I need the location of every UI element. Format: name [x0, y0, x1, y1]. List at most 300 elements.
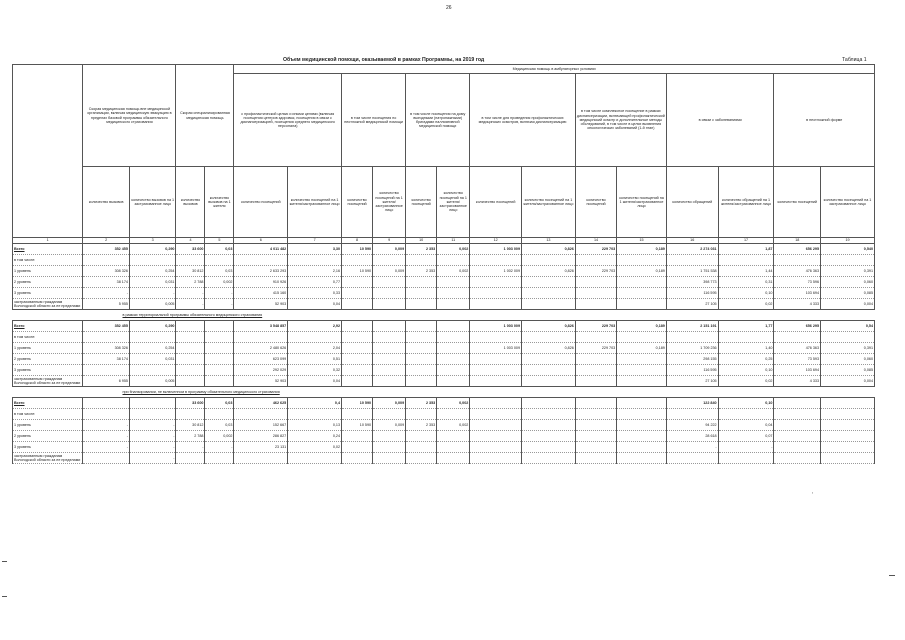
- table-cell: 0,085: [821, 288, 875, 299]
- table-cell: [575, 398, 616, 409]
- table-cell: [373, 255, 406, 266]
- table-cell: 30 812: [176, 420, 205, 431]
- table-cell: [176, 321, 205, 332]
- table-cell: 27 105: [666, 299, 718, 310]
- table-cell: [83, 409, 130, 420]
- table-cell: [373, 354, 406, 365]
- table-cell: [522, 453, 576, 464]
- table-cell: [373, 277, 406, 288]
- table-cell: 1 709 236: [666, 343, 718, 354]
- table-cell: [522, 299, 576, 310]
- table-cell: [522, 354, 576, 365]
- table-cell: 0,060: [821, 277, 875, 288]
- table-cell: 0,4: [288, 398, 342, 409]
- table-cell: [718, 409, 774, 420]
- table-cell: 5 955: [83, 299, 130, 310]
- table-cell: [342, 365, 373, 376]
- margin-mark: ,: [812, 489, 814, 495]
- column-number: 5: [205, 238, 234, 244]
- table-cell: [666, 332, 718, 343]
- table-cell: 0,03: [205, 420, 234, 431]
- table-cell: [234, 332, 288, 343]
- table-row: [13, 255, 875, 266]
- column-number: 10: [406, 238, 437, 244]
- table-cell: [470, 299, 522, 310]
- subheader: количество посещений на 1 застрахованное лицо: [821, 167, 875, 238]
- table-cell: 0,10: [718, 365, 774, 376]
- header-home: в том числе посещения на дому выездными (патронажными) бригадами паллиативной медицинской помощи: [406, 74, 470, 167]
- column-number: 8: [342, 238, 373, 244]
- table-cell: 298 155: [666, 354, 718, 365]
- table-cell: [176, 365, 205, 376]
- subheader: количество вызовов на 1 застрахованное лицо: [129, 167, 176, 238]
- table-cell: 1 002 009: [470, 266, 522, 277]
- table-cell: 1 003 009: [470, 343, 522, 354]
- table-cell: 398 773: [666, 277, 718, 288]
- table-cell: [522, 409, 576, 420]
- subheader: количество посещений на 1 жителя/застрахованное лицо: [437, 167, 470, 238]
- header-prof: с профилактической целью и иными целями (включая посещения центров здоровья, посещения в связи с диспансеризацией, посещения среднего медицинского персонала): [234, 74, 342, 167]
- table-cell: [342, 409, 373, 420]
- table-cell: [406, 288, 437, 299]
- table-cell: [406, 409, 437, 420]
- table-cell: 0,002: [437, 398, 470, 409]
- table-cell: -: [718, 442, 774, 453]
- table-body: [13, 244, 875, 464]
- header-special: Скорая специализированная медицинская помощь: [176, 65, 234, 167]
- table-cell: 0,031: [129, 354, 176, 365]
- table-cell: [129, 365, 176, 376]
- table-cell: [575, 354, 616, 365]
- table-cell: 0,005: [129, 376, 176, 387]
- table-cell: [821, 442, 875, 453]
- table-cell: -: [176, 288, 205, 299]
- table-cell: 94 222: [666, 420, 718, 431]
- row-label: 1 уровень: [13, 266, 83, 277]
- subheader: количество посещений на 1 жителя/застрахованное лицо: [288, 167, 342, 238]
- table-cell: [205, 453, 234, 464]
- table-cell: 116 595: [666, 365, 718, 376]
- table-row: [13, 332, 875, 343]
- table-cell: [406, 442, 437, 453]
- margin-mark: [889, 575, 895, 576]
- table-cell: [575, 420, 616, 431]
- table-cell: 2 480 626: [234, 343, 288, 354]
- table-cell: 0,02: [288, 442, 342, 453]
- table-row: [13, 409, 875, 420]
- table-row: [13, 431, 875, 442]
- row-label: 3 уровень: [13, 365, 83, 376]
- table-cell: -: [129, 453, 176, 464]
- row-label: 3 уровень: [13, 288, 83, 299]
- table-cell: [437, 431, 470, 442]
- table-cell: 2,04: [288, 343, 342, 354]
- table-cell: [373, 453, 406, 464]
- table-cell: [205, 255, 234, 266]
- table-cell: -: [83, 420, 130, 431]
- table-cell: [821, 409, 875, 420]
- table-cell: [522, 376, 576, 387]
- table-cell: [205, 409, 234, 420]
- table-cell: [774, 255, 821, 266]
- column-number: 4: [176, 238, 205, 244]
- row-label: в том числе:: [13, 255, 83, 266]
- table-cell: 28 618: [666, 431, 718, 442]
- table-cell: [617, 354, 667, 365]
- table-cell: [617, 255, 667, 266]
- table-cell: 2 788: [176, 277, 205, 288]
- table-cell: 0,04: [288, 299, 342, 310]
- table-cell: 0,009: [373, 420, 406, 431]
- table-cell: [176, 409, 205, 420]
- table-cell: 0,290: [129, 244, 176, 255]
- table-cell: [774, 398, 821, 409]
- table-cell: 656 295: [774, 244, 821, 255]
- table-cell: 0,009: [373, 244, 406, 255]
- table-cell: 0,25: [718, 354, 774, 365]
- table-cell: 1,40: [718, 343, 774, 354]
- table-cell: [522, 398, 576, 409]
- table-cell: [774, 409, 821, 420]
- margin-mark: [2, 561, 7, 562]
- table-cell: [342, 453, 373, 464]
- table-cell: 0,03: [205, 266, 234, 277]
- table-cell: 229 703: [575, 244, 616, 255]
- table-cell: 116 595: [666, 288, 718, 299]
- table-cell: [718, 332, 774, 343]
- table-cell: [342, 332, 373, 343]
- column-number: 12: [470, 238, 522, 244]
- table-cell: 0,189: [617, 343, 667, 354]
- table-cell: 352 455: [83, 321, 130, 332]
- column-number: 7: [288, 238, 342, 244]
- table-cell: [575, 376, 616, 387]
- subheader: количество посещений: [234, 167, 288, 238]
- table-cell: [406, 343, 437, 354]
- table-cell: [437, 343, 470, 354]
- table-cell: [205, 354, 234, 365]
- table-cell: 229 703: [575, 321, 616, 332]
- table-cell: 3 548 857: [234, 321, 288, 332]
- table-cell: [575, 255, 616, 266]
- table-cell: [575, 288, 616, 299]
- table-cell: 27 105: [666, 376, 718, 387]
- table-cell: [470, 365, 522, 376]
- table-cell: [205, 365, 234, 376]
- table-cell: [575, 332, 616, 343]
- row-label: 1 уровень: [13, 343, 83, 354]
- table-cell: [821, 420, 875, 431]
- table-cell: 0,254: [129, 266, 176, 277]
- table-cell: -: [129, 420, 176, 431]
- table-cell: 3,30: [288, 244, 342, 255]
- table-cell: -: [205, 288, 234, 299]
- table-cell: 0,32: [288, 365, 342, 376]
- table-cell: 2 788: [176, 431, 205, 442]
- table-cell: 103 694: [774, 288, 821, 299]
- table-cell: [522, 288, 576, 299]
- subheader: количество посещений: [774, 167, 821, 238]
- table-cell: 2 274 031: [666, 244, 718, 255]
- table-cell: [288, 332, 342, 343]
- table-cell: 0,254: [129, 343, 176, 354]
- subheader: количество посещений на 1 жителя/застрахованное лицо: [617, 167, 667, 238]
- table-cell: 0,002: [205, 277, 234, 288]
- table-cell: 4 333: [774, 376, 821, 387]
- table-cell: 0,391: [821, 266, 875, 277]
- column-number: 9: [373, 238, 406, 244]
- table-cell: 0,77: [288, 277, 342, 288]
- table-cell: 152 667: [234, 420, 288, 431]
- table-cell: [342, 442, 373, 453]
- row-label: в том числе:: [13, 332, 83, 343]
- table-cell: [373, 409, 406, 420]
- table-cell: [437, 409, 470, 420]
- table-row: [13, 453, 875, 464]
- table-cell: [617, 398, 667, 409]
- row-label: 2 уровень: [13, 354, 83, 365]
- row-label: Всего: [13, 244, 83, 255]
- table-cell: [437, 277, 470, 288]
- table-cell: 0,391: [821, 343, 875, 354]
- table-cell: 4 333: [774, 299, 821, 310]
- table-cell: 656 295: [774, 321, 821, 332]
- table-cell: [129, 398, 176, 409]
- table-cell: 308 326: [83, 266, 130, 277]
- subheader: количество вызовов: [83, 167, 130, 238]
- table-row: [13, 277, 875, 288]
- table-cell: -: [83, 431, 130, 442]
- table-header: [13, 65, 875, 244]
- table-cell: 0,24: [288, 431, 342, 442]
- table-cell: [176, 332, 205, 343]
- table-cell: -: [205, 442, 234, 453]
- table-cell: -: [205, 299, 234, 310]
- table-cell: [406, 376, 437, 387]
- header-complex: в том числе комплексное посещение в рамках диспансеризации, включающей профилактический медицинский осмотр и дополнительные методы обследований, в том числе в целях выявления онкологических заболеваний (1-й этап): [575, 74, 666, 167]
- table-cell: [774, 442, 821, 453]
- table-cell: 292 029: [234, 365, 288, 376]
- table-cell: [176, 255, 205, 266]
- table-cell: [437, 453, 470, 464]
- table-cell: 0,002: [437, 266, 470, 277]
- table-row: [13, 321, 875, 332]
- column-number: 13: [522, 238, 576, 244]
- table-cell: 0,826: [522, 321, 576, 332]
- table-cell: [205, 343, 234, 354]
- table-cell: 2 151 191: [666, 321, 718, 332]
- table-cell: [406, 354, 437, 365]
- table-cell: [373, 431, 406, 442]
- table-cell: [437, 376, 470, 387]
- table-cell: [373, 299, 406, 310]
- table-cell: [437, 321, 470, 332]
- row-label: Всего: [13, 321, 83, 332]
- subheader: количество посещений на 1 жителя/застрахованное лицо: [522, 167, 576, 238]
- table-cell: [821, 255, 875, 266]
- table-cell: [83, 332, 130, 343]
- row-label: 2 уровень: [13, 277, 83, 288]
- table-cell: [470, 453, 522, 464]
- column-number: 2: [83, 238, 130, 244]
- table-cell: 103 694: [774, 365, 821, 376]
- section-row: [13, 310, 875, 321]
- table-cell: 308 326: [83, 343, 130, 354]
- table-cell: [617, 332, 667, 343]
- table-row: [13, 354, 875, 365]
- table-cell: 0,31: [718, 277, 774, 288]
- table-cell: [205, 332, 234, 343]
- table-cell: [718, 453, 774, 464]
- subheader: количество посещений: [575, 167, 616, 238]
- table-cell: 38 174: [83, 277, 130, 288]
- table-cell: [821, 398, 875, 409]
- table-cell: [342, 354, 373, 365]
- table-cell: 0,51: [288, 354, 342, 365]
- table-row: [13, 420, 875, 431]
- table-cell: 1,87: [718, 244, 774, 255]
- table-cell: -: [176, 299, 205, 310]
- table-cell: [437, 299, 470, 310]
- table-cell: [774, 332, 821, 343]
- table-cell: [205, 376, 234, 387]
- subheader: количество вызовов: [176, 167, 205, 238]
- subheader: количество обращений: [666, 167, 718, 238]
- table-cell: [774, 453, 821, 464]
- table-cell: [617, 299, 667, 310]
- table-cell: 0,10: [718, 398, 774, 409]
- subheader: количество посещений: [470, 167, 522, 238]
- table-cell: [373, 321, 406, 332]
- table-cell: 1 003 009: [470, 244, 522, 255]
- table-cell: [718, 255, 774, 266]
- table-cell: [373, 332, 406, 343]
- table-cell: 33 600: [176, 398, 205, 409]
- table-cell: [406, 321, 437, 332]
- table-cell: 0,085: [821, 365, 875, 376]
- table-row: [13, 398, 875, 409]
- table-cell: [821, 453, 875, 464]
- table-row: [13, 244, 875, 255]
- table-cell: 6 955: [83, 376, 130, 387]
- table-cell: [342, 288, 373, 299]
- table-cell: [575, 431, 616, 442]
- table-cell: [406, 255, 437, 266]
- table-cell: 0,004: [821, 376, 875, 387]
- table-cell: 0,03: [205, 244, 234, 255]
- table-cell: 0,02: [718, 376, 774, 387]
- table-cell: [522, 431, 576, 442]
- table-cell: -: [129, 431, 176, 442]
- table-cell: 2 353: [406, 266, 437, 277]
- table-cell: 0,03: [205, 398, 234, 409]
- table-cell: 0,13: [288, 420, 342, 431]
- subheader: количество обращений на 1 жителя/застрахованное лицо: [718, 167, 774, 238]
- row-label: застрахованным гражданам Вологодской области за ее пределами: [13, 376, 83, 387]
- table-cell: [470, 354, 522, 365]
- subheader: количество посещений: [342, 167, 373, 238]
- table-cell: [821, 332, 875, 343]
- column-number: 16: [666, 238, 718, 244]
- table-cell: 0,004: [821, 299, 875, 310]
- table-cell: [470, 376, 522, 387]
- column-number: 15: [617, 238, 667, 244]
- table-cell: 0,002: [437, 420, 470, 431]
- table-cell: [437, 332, 470, 343]
- table-cell: [176, 376, 205, 387]
- table-cell: [575, 442, 616, 453]
- table-cell: [205, 321, 234, 332]
- table-cell: [470, 409, 522, 420]
- table-cell: [406, 453, 437, 464]
- row-label: в том числе:: [13, 409, 83, 420]
- table-cell: [617, 365, 667, 376]
- table-cell: [617, 277, 667, 288]
- section-title: при finansировании, не включенном в программу обязательного медицинского страхования: [13, 387, 875, 398]
- section-title: в рамках территориальной программы обязательного медицинского страхования: [13, 310, 875, 321]
- row-label: 3 уровень: [13, 442, 83, 453]
- table-cell: 0,04: [718, 420, 774, 431]
- table-cell: [83, 453, 130, 464]
- table-cell: [83, 398, 130, 409]
- column-number: 18: [774, 238, 821, 244]
- table-cell: 2 353: [406, 420, 437, 431]
- column-number: 1: [13, 238, 83, 244]
- table-cell: 0,290: [129, 321, 176, 332]
- table-cell: [470, 288, 522, 299]
- table-cell: [522, 365, 576, 376]
- table-cell: [406, 332, 437, 343]
- table-cell: [342, 277, 373, 288]
- table-cell: [617, 409, 667, 420]
- table-cell: 0,189: [617, 266, 667, 277]
- table-cell: 0,031: [129, 277, 176, 288]
- table-cell: [234, 409, 288, 420]
- table-cell: 0,002: [205, 431, 234, 442]
- table-cell: 0,189: [617, 321, 667, 332]
- table-cell: [437, 442, 470, 453]
- table-cell: [470, 431, 522, 442]
- table-cell: 52 903: [234, 376, 288, 387]
- table-cell: 286 827: [234, 431, 288, 442]
- table-cell: 0,826: [522, 343, 576, 354]
- table-cell: [470, 277, 522, 288]
- table-cell: -: [83, 442, 130, 453]
- table-cell: 0,04: [288, 376, 342, 387]
- table-row: [13, 266, 875, 277]
- table-cell: 0,060: [821, 354, 875, 365]
- column-number: 19: [821, 238, 875, 244]
- column-number: 3: [129, 238, 176, 244]
- row-label: застрахованным гражданам Вологодской области за ее пределами: [13, 453, 83, 464]
- volume-table: [12, 64, 875, 464]
- table-cell: 0,005: [129, 299, 176, 310]
- table-cell: 623 099: [234, 354, 288, 365]
- table-cell: [406, 431, 437, 442]
- table-cell: [470, 420, 522, 431]
- table-cell: [176, 343, 205, 354]
- table-cell: [617, 431, 667, 442]
- table-cell: 1 003 009: [470, 321, 522, 332]
- table-cell: [83, 365, 130, 376]
- table-cell: [437, 255, 470, 266]
- table-cell: 476 363: [774, 266, 821, 277]
- table-cell: [774, 420, 821, 431]
- table-cell: 10 590: [342, 266, 373, 277]
- table-cell: 0,826: [522, 266, 576, 277]
- header-disease: в связи с заболеваниями: [666, 74, 774, 167]
- table-title: Объем медицинской помощи, оказываемой в рамках Программы, на 2019 год: [283, 57, 485, 63]
